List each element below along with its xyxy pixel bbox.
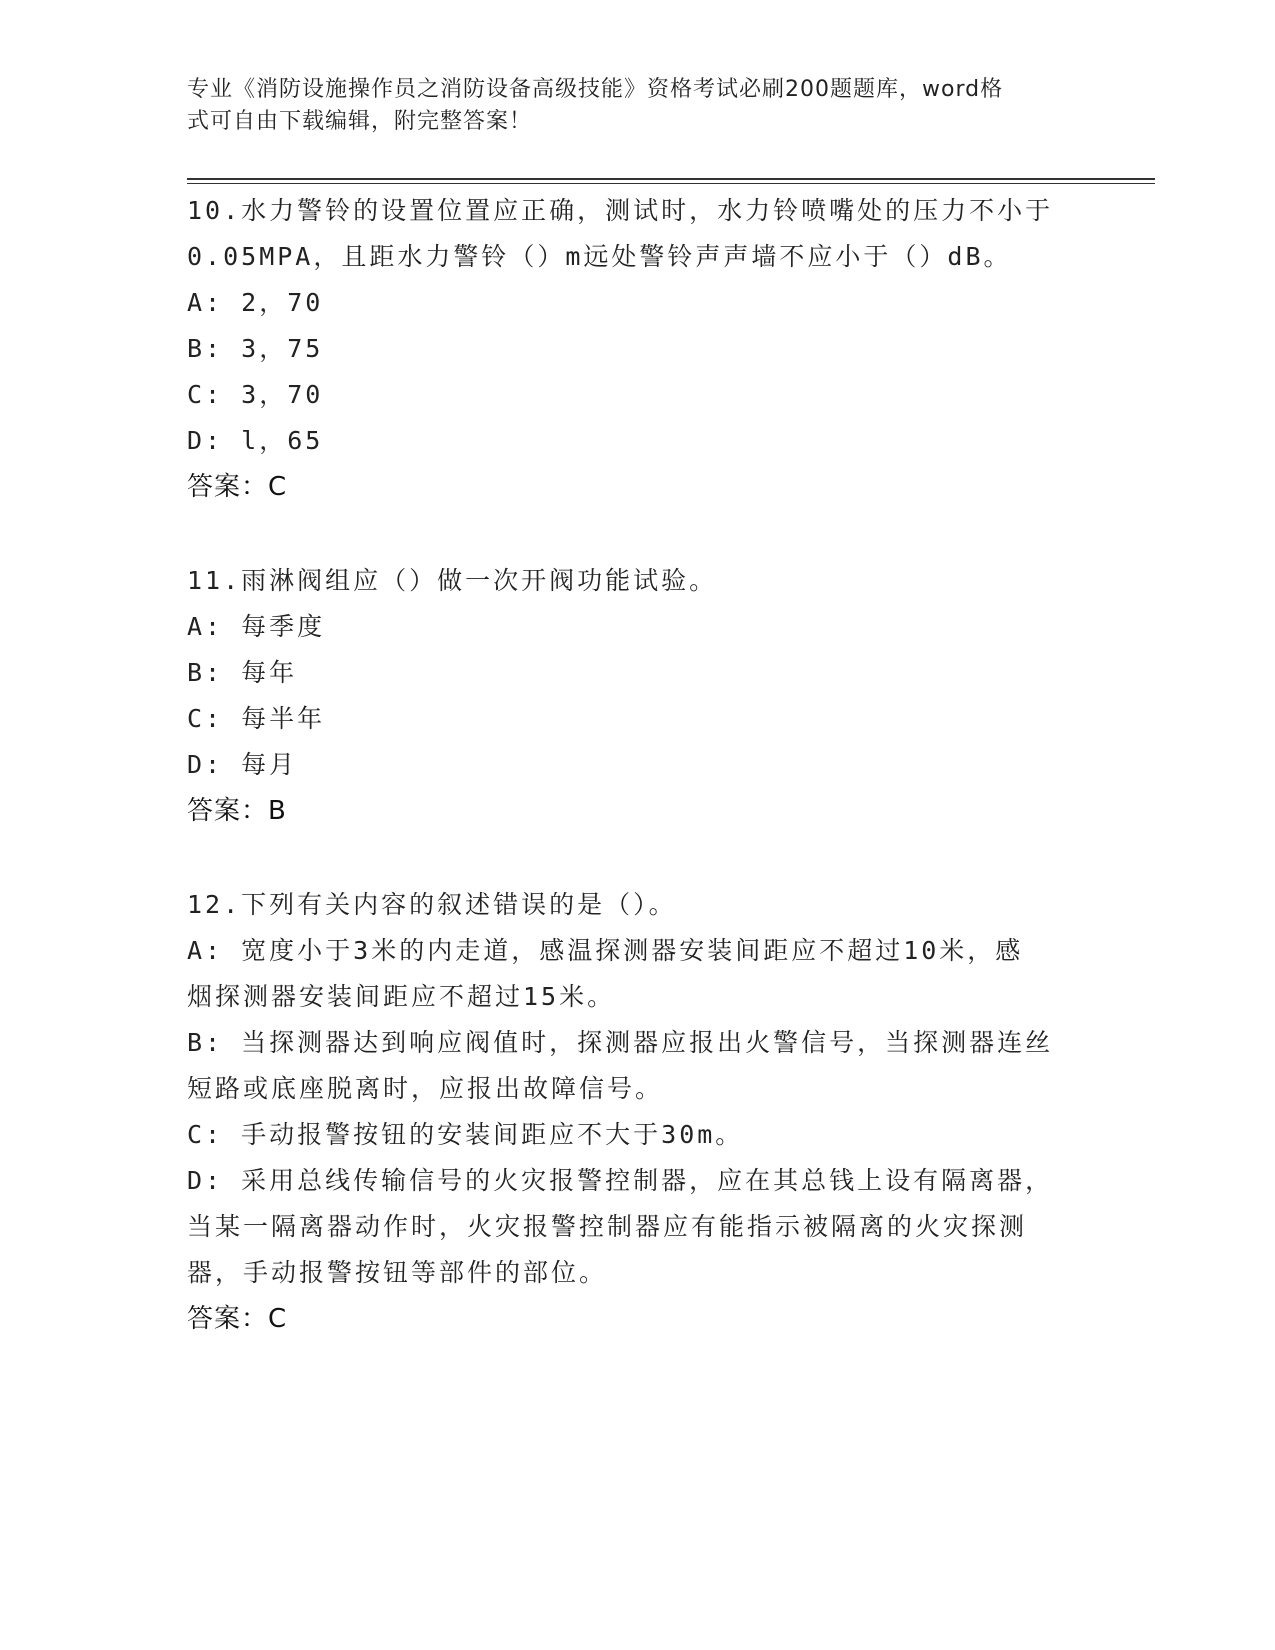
option-b-cont: 短路或底座脱离时，应报出故障信号。 [187,1074,664,1103]
option-b: B: 每年 [187,658,298,687]
question-11 [187,558,1087,834]
option-d: D: l，65 [187,426,324,455]
header-line-1: 专业《消防设施操作员之消防设备高级技能》资格考试必刷200题题库，word格 [187,77,1004,102]
header-line-2: 式可自由下载编辑，附完整答案！ [187,109,533,134]
option-d-cont: 当某一隔离器动作时，火灾报警控制器应有能指示被隔离的火灾探测 [187,1212,1028,1241]
option-a: A: 2，70 [187,288,324,317]
option-c: C: 每半年 [187,704,326,733]
option-d-cont: 器，手动报警按钮等部件的部位。 [187,1258,608,1287]
question-10 [187,188,1087,510]
option-c: C: 手动报警按钮的安装间距应不大于30m。 [187,1120,744,1149]
question-stem-line: 0.05MPA，且距水力警铃（）m远处警铃声声墙不应小于（）dB。 [187,242,1012,271]
header-divider-thin [187,183,1155,184]
option-d: D: 每月 [187,750,298,779]
question-stem-line: 11.雨淋阀组应（）做一次开阀功能试验。 [187,566,718,595]
option-d: D: 采用总线传输信号的火灾报警控制器，应在其总钱上设有隔离器， [187,1166,1054,1195]
option-a-cont: 烟探测器安装间距应不超过15米。 [187,982,616,1011]
option-c: C: 3，70 [187,380,324,409]
answer-label: 答案：C [187,1304,288,1334]
question-stem-line: 10.水力警铃的设置位置应正确，测试时，水力铃喷嘴处的压力不小于 [187,196,1054,225]
document-header [187,74,1067,138]
question-12 [187,882,1087,1342]
answer-label: 答案：B [187,796,287,826]
header-divider-thick [187,178,1155,180]
question-stem-line: 12.下列有关内容的叙述错误的是（）。 [187,890,677,919]
option-a: A: 宽度小于3米的内走道，感温探测器安装间距应不超过10米，感 [187,936,1024,965]
answer-label: 答案：C [187,472,288,502]
question-list [187,188,1087,1390]
option-b: B: 3，75 [187,334,324,363]
option-a: A: 每季度 [187,612,326,641]
option-b: B: 当探测器达到响应阀值时，探测器应报出火警信号，当探测器连丝 [187,1028,1054,1057]
